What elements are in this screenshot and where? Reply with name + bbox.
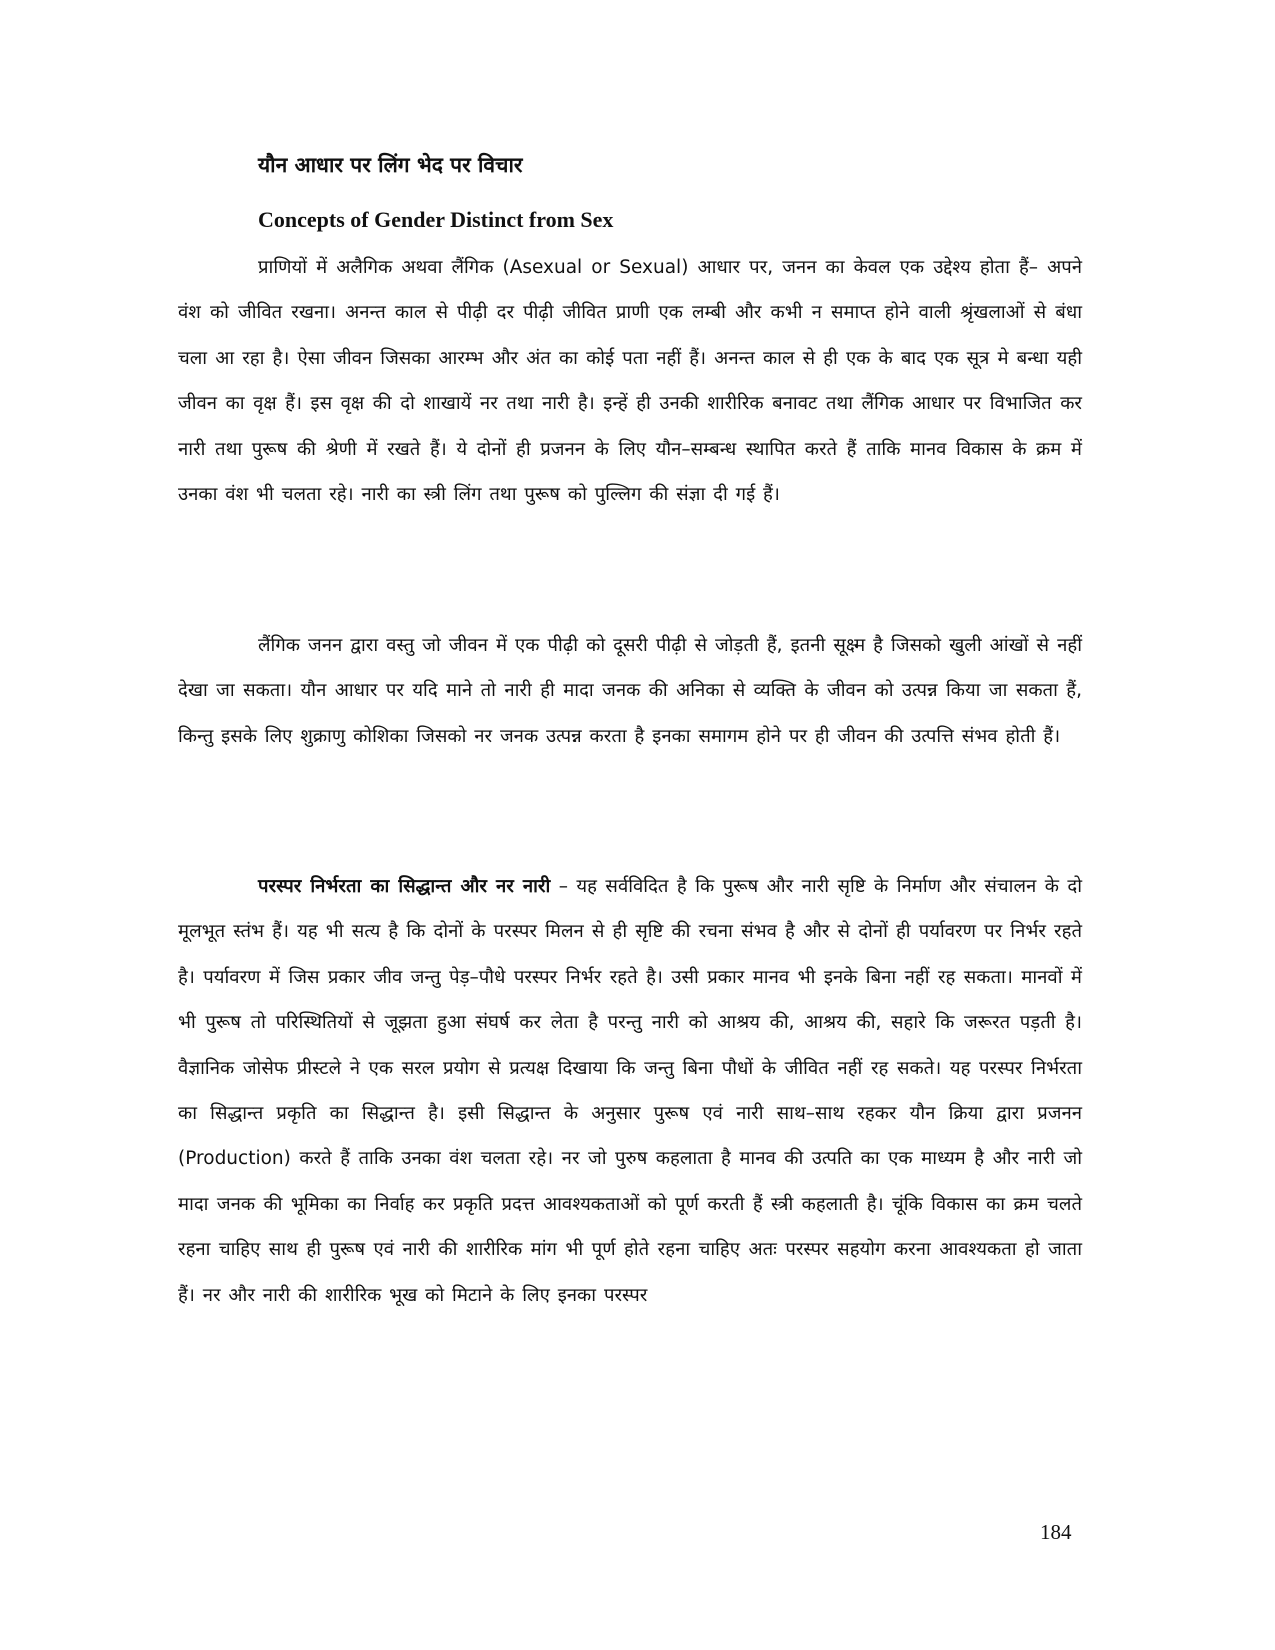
paragraph-1: प्राणियों में अलैगिक अथवा लैंगिक (Asexual or Sexual) आधार पर, जनन का केवल एक उद्देश्य होता हैं– अपने वंश को जीवित रखना। अनन्त काल से पीढ़ी दर पीढ़ी जीवित प्राणी एक लम्बी और कभी न समाप्त होने वाली श्रृंखलाओं से बंधा चला आ रहा है। ऐसा जीवन जिसका आरम्भ और अंत का कोई पता नहीं हैं। अनन्त काल से ही एक के बाद एक सूत्र मे बन्धा यही जीवन का वृक्ष हैं। इस वृक्ष की दो शाखायें नर तथा नारी है। इन्हें ही उनकी शारीरिक बनावट तथा लैंगिक आधार पर विभाजित कर नारी तथा पुरूष की श्रेणी में रखते हैं। ये दोनों ही प्रजनन के लिए यौन–सम्बन्ध स्थापित करते हैं ताकि मानव विकास के क्रम में उनका वंश भी चलता रहे। नारी का स्त्री लिंग तथा पुरूष को पुल्लिग की संज्ञा दी गई हैं। [178,257,1082,506]
heading-hindi: यौन आधार पर लिंग भेद पर विचार [258,153,523,177]
page-number: 184 [1040,1520,1072,1544]
paragraph-3-text: – यह सर्वविदित है कि पुरूष और नारी सृष्टि के निर्माण और संचालन के दो मूलभूत स्तंभ हैं। यह भी सत्य है कि दोनों के परस्पर मिलन से ही सृष्टि की रचना संभव है और से दोनों ही पर्यावरण पर निर्भर रहते है। पर्यावरण में जिस प्रकार जीव जन्तु पेड़–पौधे परस्पर निर्भर रहते है। उसी प्रकार मानव भी इनके बिना नहीं रह सकता। मानवों में भी पुरूष तो परिस्थितियों से जूझता हुआ संघर्ष कर लेता है परन्तु नारी को आश्रय की, आश्रय की, सहारे कि जरूरत पड़ती है। वैज्ञानिक जोसेफ प्रीस्टले ने एक सरल प्रयोग से प्रत्यक्ष दिखाया कि जन्तु बिना पौधों के जीवित नहीं रह सकते। यह परस्पर निर्भरता का सिद्धान्त प्रकृति का सिद्धान्त है। इसी सिद्धान्त के अनुसार पुरूष एवं नारी साथ–साथ रहकर यौन क्रिया द्वारा प्रजनन (Production) करते हैं ताकि उनका वंश चलता रहे। नर जो पुरुष कहलाता है मानव की उत्पति का एक माध्यम है और नारी जो मादा जनक की भूमिका का निर्वाह कर प्रकृति प्रदत्त आवश्यकताओं को पूर्ण करती हैं स्त्री कहलाती है। चूंकि विकास का क्रम चलते रहना चाहिए साथ ही पुरूष एवं नारी की शारीरिक मांग भी पूर्ण होते रहना चाहिए अतः परस्पर सहयोग करना आवश्यकता हो जाता हैं। नर और नारी की शारीरिक भूख को मिटाने के लिए इनका परस्पर [178,876,1082,1306]
paragraph-3 [178,864,1082,1318]
paragraph-3-bold-lead: परस्पर निर्भरता का सिद्धान्त और नर नारी [258,876,551,897]
paragraph-2: लैंगिक जनन द्वारा वस्तु जो जीवन में एक पीढ़ी को दूसरी पीढ़ी से जोड़ती हैं, इतनी सूक्ष्म है जिसको खुली आंखों से नहीं देखा जा सकता। यौन आधार पर यदि माने तो नारी ही मादा जनक की अनिका से व्यक्ति के जीवन को उत्पन्न किया जा सकता हैं, किन्तु इसके लिए शुक्राणु कोशिका जिसको नर जनक उत्पन्न करता है इनका समागम होने पर ही जीवन की उत्पत्ति संभव होती हैं। [178,635,1082,747]
heading-english: Concepts of Gender Distinct from Sex [258,207,614,232]
